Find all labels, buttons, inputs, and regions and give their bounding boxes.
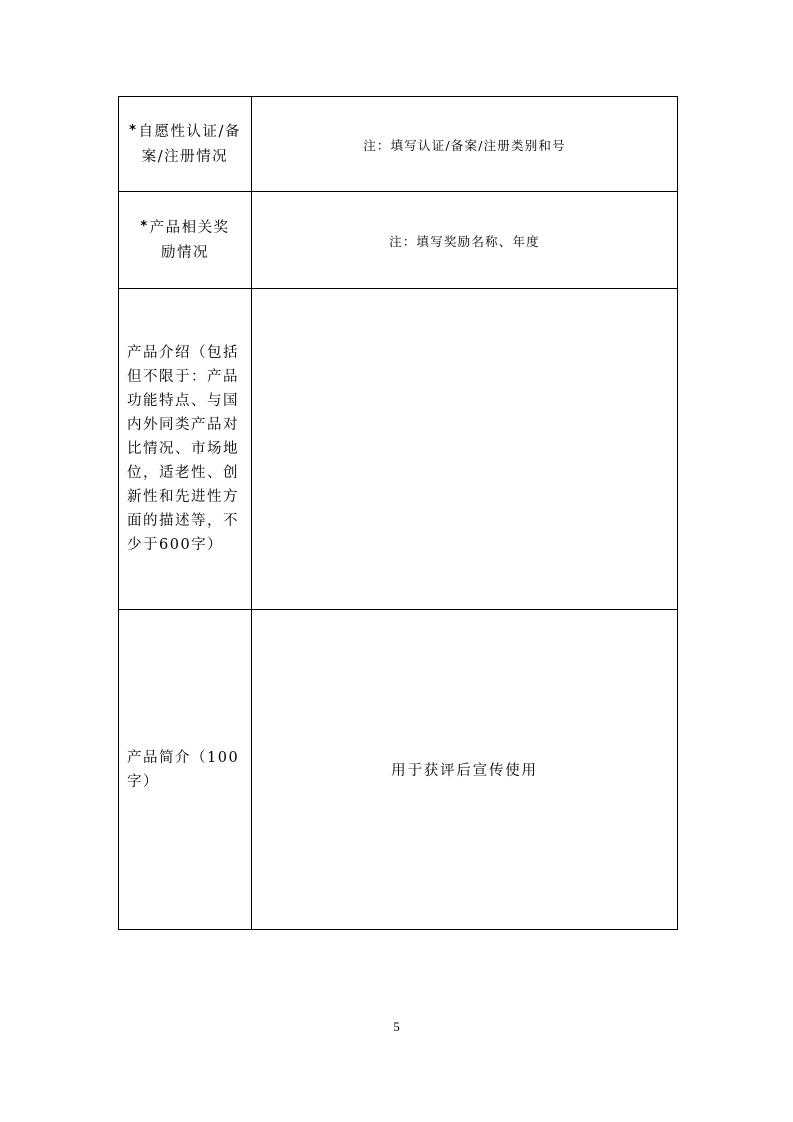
table-row	[119, 610, 678, 930]
table-row	[119, 192, 678, 289]
awards-note: 注：填写奖励名称、年度	[389, 233, 540, 249]
page-number: 5	[393, 1019, 400, 1034]
certification-note: 注：填写认证/备案/注册类别和号	[363, 137, 566, 153]
certification-label: 自愿性认证/备案/注册情况	[138, 123, 241, 165]
awards-value-cell[interactable]	[252, 192, 678, 289]
certification-value-cell[interactable]	[252, 97, 678, 192]
table-row	[119, 97, 678, 192]
table-row	[119, 289, 678, 610]
introduction-label-cell	[119, 289, 252, 610]
summary-note: 用于获评后宣传使用	[391, 763, 538, 779]
product-info-form-table	[118, 96, 678, 930]
awards-label: 产品相关奖励情况	[149, 219, 230, 261]
required-mark: *	[129, 122, 138, 138]
awards-label-cell	[119, 192, 252, 289]
introduction-value-cell[interactable]	[252, 289, 678, 610]
summary-value-cell[interactable]	[252, 610, 678, 930]
certification-label-cell	[119, 97, 252, 192]
summary-label: 产品简介（100字）	[127, 749, 240, 790]
introduction-label: 产品介绍（包括但不限于：产品功能特点、与国内外同类产品对比情况、市场地位，适老性、创新性和先进性方面的描述等，不少于600字）	[127, 345, 239, 553]
summary-label-cell	[119, 610, 252, 930]
required-mark: *	[140, 218, 149, 234]
